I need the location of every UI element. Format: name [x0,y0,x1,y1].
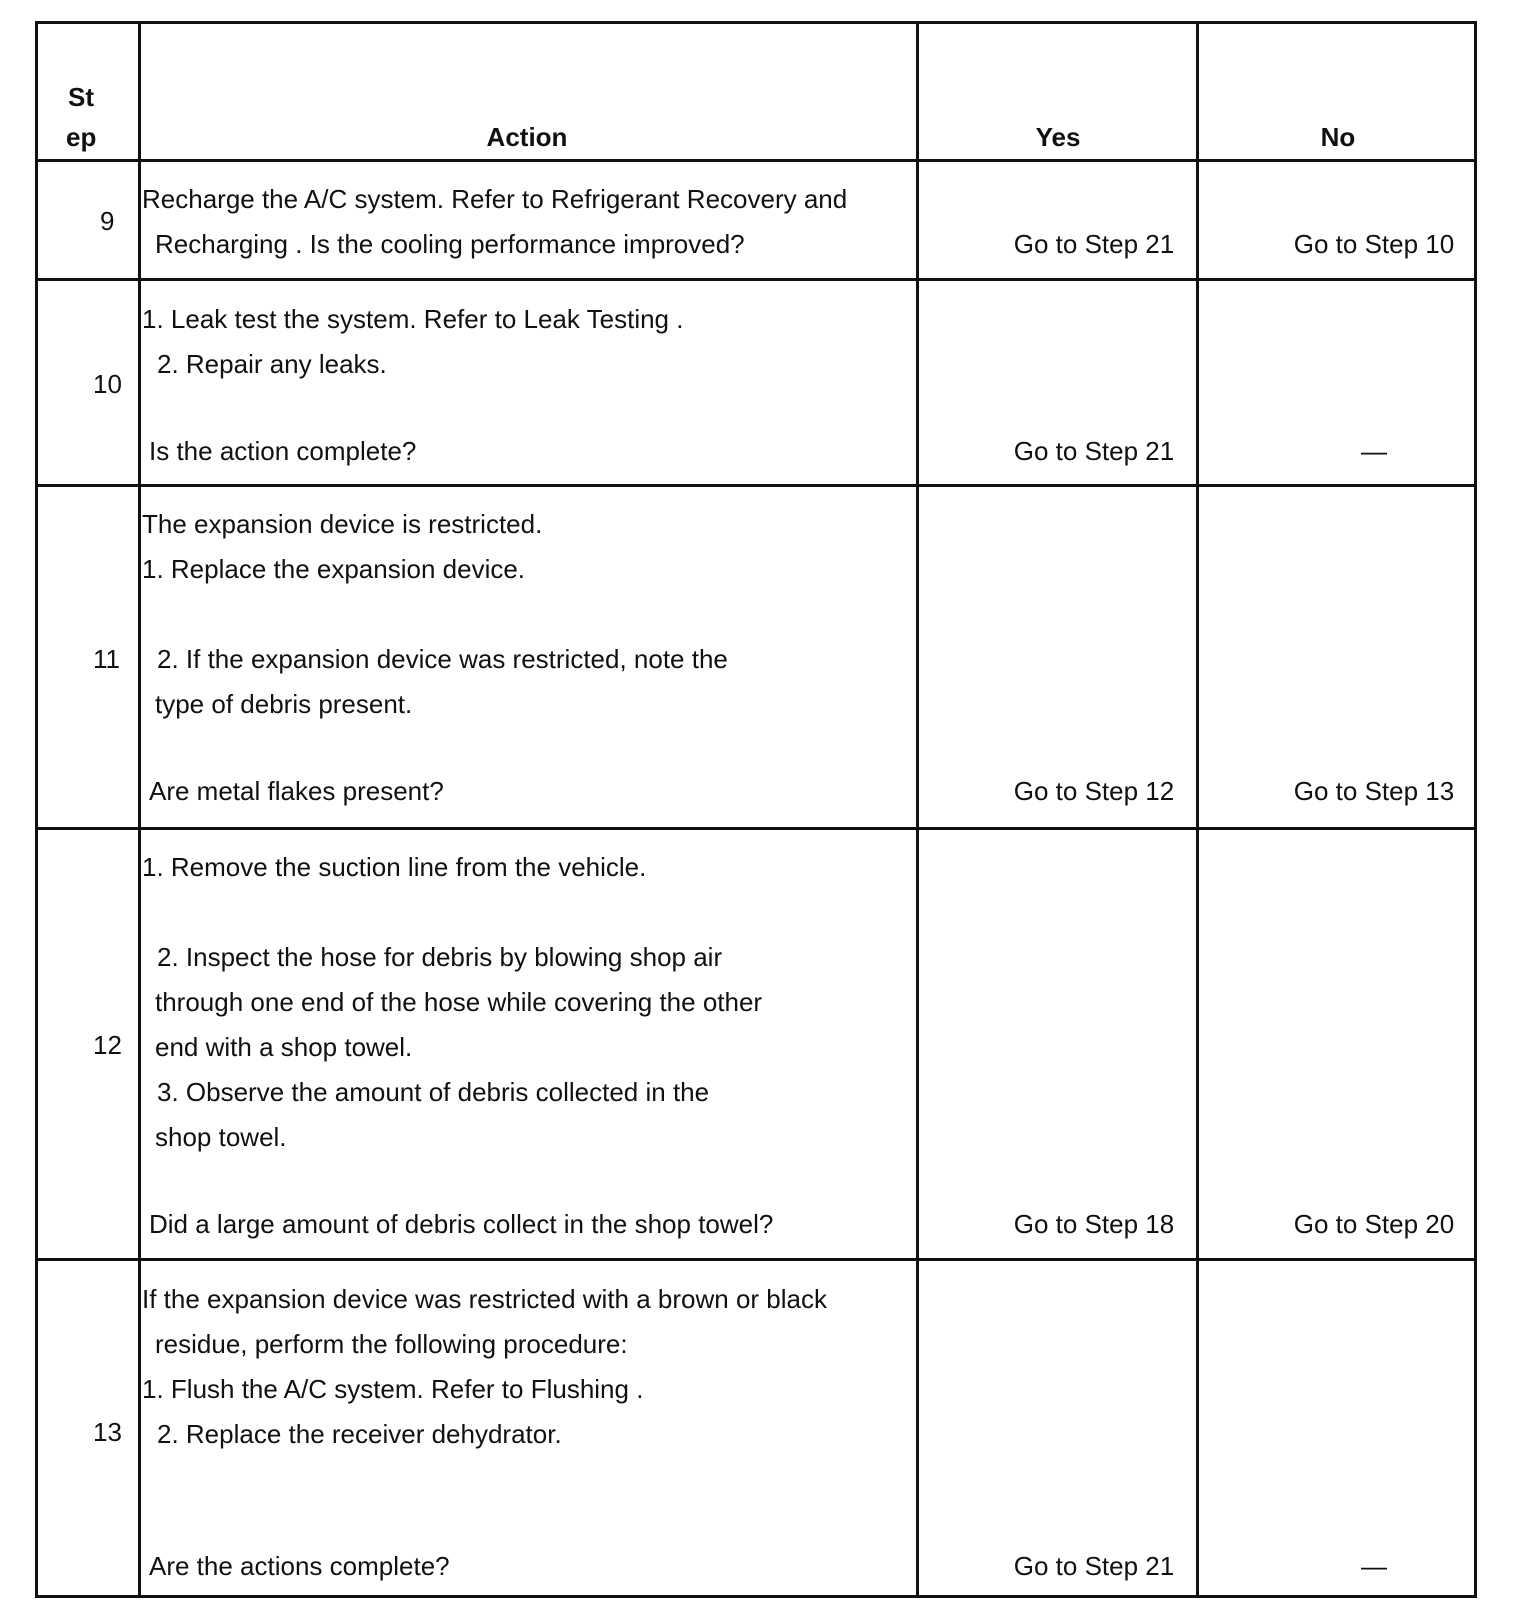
yes-cell: Go to Step 12 [1013,776,1175,806]
col-divider-action [916,24,919,1595]
action-line: 1. Remove the suction line from the vehicle. [142,852,647,882]
row-divider-12 [38,1258,1474,1261]
action-line: Did a large amount of debris collect in the shop towel? [149,1209,774,1239]
action-line: Are the actions complete? [149,1551,450,1581]
step-number: 10 [93,369,122,399]
col-divider-yes [1196,24,1199,1595]
yes-cell: Go to Step 21 [1013,436,1175,466]
diagnostic-table [35,21,1477,1598]
step-number: 12 [93,1030,122,1060]
action-line: type of debris present. [155,689,413,719]
header-step-line1: St [68,82,94,112]
action-line: 2. If the expansion device was restricted, note the [157,644,728,674]
no-cell: — [1361,1551,1387,1581]
header-action: Action [486,122,568,152]
row-divider-header [38,159,1474,162]
row-divider-10 [38,484,1474,487]
row-divider-11 [38,827,1474,830]
yes-cell: Go to Step 21 [1013,1551,1175,1581]
action-line: end with a shop towel. [155,1032,413,1062]
yes-cell: Go to Step 18 [1013,1209,1175,1239]
action-line: Recharge the A/C system. Refer to Refrigerant Recovery and [142,184,848,214]
action-line: shop towel. [155,1122,287,1152]
action-line: The expansion device is restricted. [142,509,543,539]
yes-cell: Go to Step 21 [1013,229,1175,259]
no-cell: Go to Step 20 [1293,1209,1455,1239]
no-cell: Go to Step 13 [1293,776,1455,806]
no-cell: Go to Step 10 [1293,229,1455,259]
header-no: No [1320,122,1356,152]
step-number: 11 [93,644,120,674]
action-line: 1. Flush the A/C system. Refer to Flushing . [142,1374,644,1404]
header-yes: Yes [1035,122,1081,152]
col-divider-step [138,24,141,1595]
step-number: 13 [93,1417,122,1447]
action-line: 3. Observe the amount of debris collected in the [157,1077,710,1107]
no-cell: — [1361,436,1387,466]
action-line: 1. Replace the expansion device. [142,554,526,584]
header-step-line2: ep [66,122,97,152]
action-line: If the expansion device was restricted with a brown or black [142,1284,828,1314]
action-line: Is the action complete? [149,436,417,466]
action-line: 2. Inspect the hose for debris by blowing shop air [157,942,723,972]
action-line: 2. Repair any leaks. [157,349,387,379]
action-line: 1. Leak test the system. Refer to Leak Testing . [142,304,684,334]
action-line: Recharging . Is the cooling performance improved? [155,229,745,259]
step-number: 9 [100,206,115,236]
row-divider-9 [38,278,1474,281]
action-line: 2. Replace the receiver dehydrator. [157,1419,562,1449]
action-line: through one end of the hose while covering the other [155,987,763,1017]
action-line: residue, perform the following procedure: [155,1329,628,1359]
action-line: Are metal flakes present? [149,776,444,806]
